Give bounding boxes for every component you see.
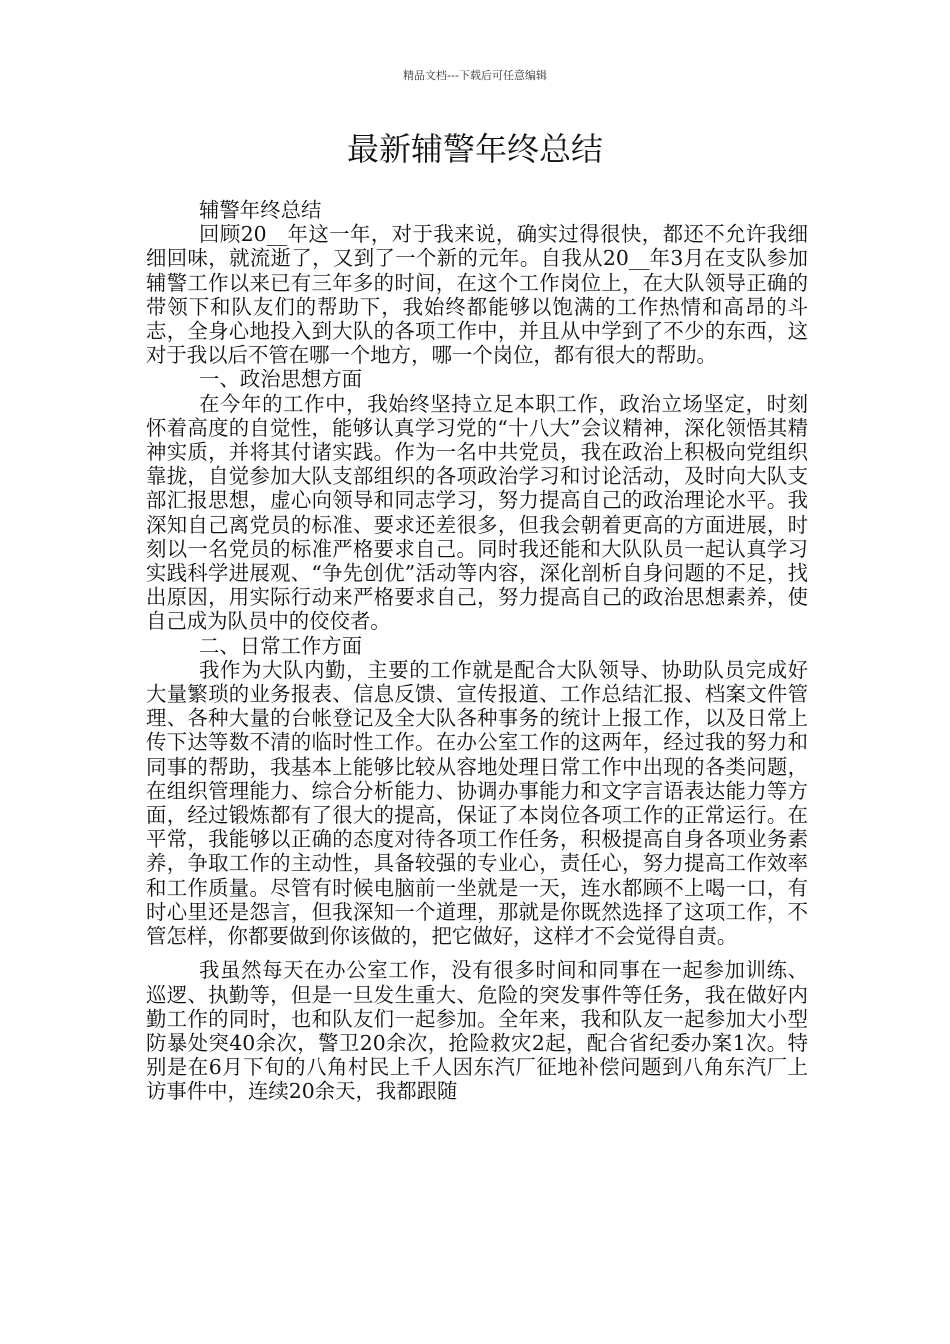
document-title: 最新辅警年终总结 [346, 130, 603, 168]
paragraph-field-duty: 我虽然每天在办公室工作，没有很多时间和同事在一起参加训练、巡逻、执勤等，但是一旦发生重大、危险的突发事件等任务，我在做好内勤工作的同时，也和队友们一起参加。全年来，我和队友一起参加大小型防暴处突40余次，警卫20余次，抢险救灾2起，配合省纪委办案1次。特别是在6月下旬的八角村民上千人因东汽厂征地补偿问题到八角东汽厂上访事件中，连续20余天，我都跟随 [146, 958, 808, 1104]
paragraph-intro: 回顾20__年这一年，对于我来说，确实过得很快，都还不允许我细细回味，就流逝了，又到了一个新的元年。自我从20__年3月在支队参加辅警工作以来已有三年多的时间，在这个工作岗位上，在大队领导正确的带领下和队友们的帮助下，我始终都能够以饱满的工作热情和高昂的斗志，全身心地投入到大队的各项工作中，并且从中学到了不少的东西，这对于我以后不管在哪一个地方，哪一个岗位，都有很大的帮助。 [146, 222, 808, 368]
paragraph-daily-work: 我作为大队内勤，主要的工作就是配合大队领导、协助队员完成好大量繁琐的业务报表、信息反馈、宣传报道、工作总结汇报、档案文件管理、各种大量的台帐登记及全大队各种事务的统计上报工作，以及日常上传下达等数不清的临时性工作。在办公室工作的这两年，经过我的努力和同事的帮助，我基本上能够比较从容地处理日常工作中出现的各类问题，在组织管理能力、综合分析能力、协调办事能力和文字言语表达能力等方面，经过锻炼都有了很大的提高，保证了本岗位各项工作的正常运行。在平常，我能够以正确的态度对待各项工作任务，积极提高自身各项业务素养，争取工作的主动性，具备较强的专业心，责任心，努力提高工作效率和工作质量。尽管有时候电脑前一坐就是一天，连水都顾不上喝一口，有时心里还是怨言，但我深知一个道理，那就是你既然选择了这项工作，不管怎样，你都要做到你该做的，把它做好，这样才不会觉得自责。 [146, 657, 808, 949]
paragraph-political: 在今年的工作中，我始终坚持立足本职工作，政治立场坚定，时刻怀着高度的自觉性，能够认真学习党的“十八大”会议精神，深化领悟其精神实质，并将其付诸实践。作为一名中共党员，我在政治上积极向党组织靠拢，自觉参加大队支部组织的各项政治学习和讨论活动，及时向大队支部汇报思想，虚心向领导和同志学习，努力提高自己的政治理论水平。我深知自己离党员的标准、要求还差很多，但我会朝着更高的方面进展，时刻以一名党员的标准严格要求自己。同时我还能和大队队员一起认真学习实践科学进展观、“争先创优”活动等内容，深化剖析自身问题的不足，找出原因，用实际行动来严格要求自己，努力提高自己的政治思想素养，使自己成为队员中的佼佼者。 [146, 391, 808, 634]
header-note: 精品文档---下载后可任意编辑 [403, 69, 547, 82]
document-body [146, 198, 808, 1104]
paragraph-subtitle: 辅警年终总结 [199, 198, 322, 222]
section-heading-political: 一、政治思想方面 [199, 367, 363, 392]
section-heading-daily-work: 二、日常工作方面 [199, 633, 363, 658]
